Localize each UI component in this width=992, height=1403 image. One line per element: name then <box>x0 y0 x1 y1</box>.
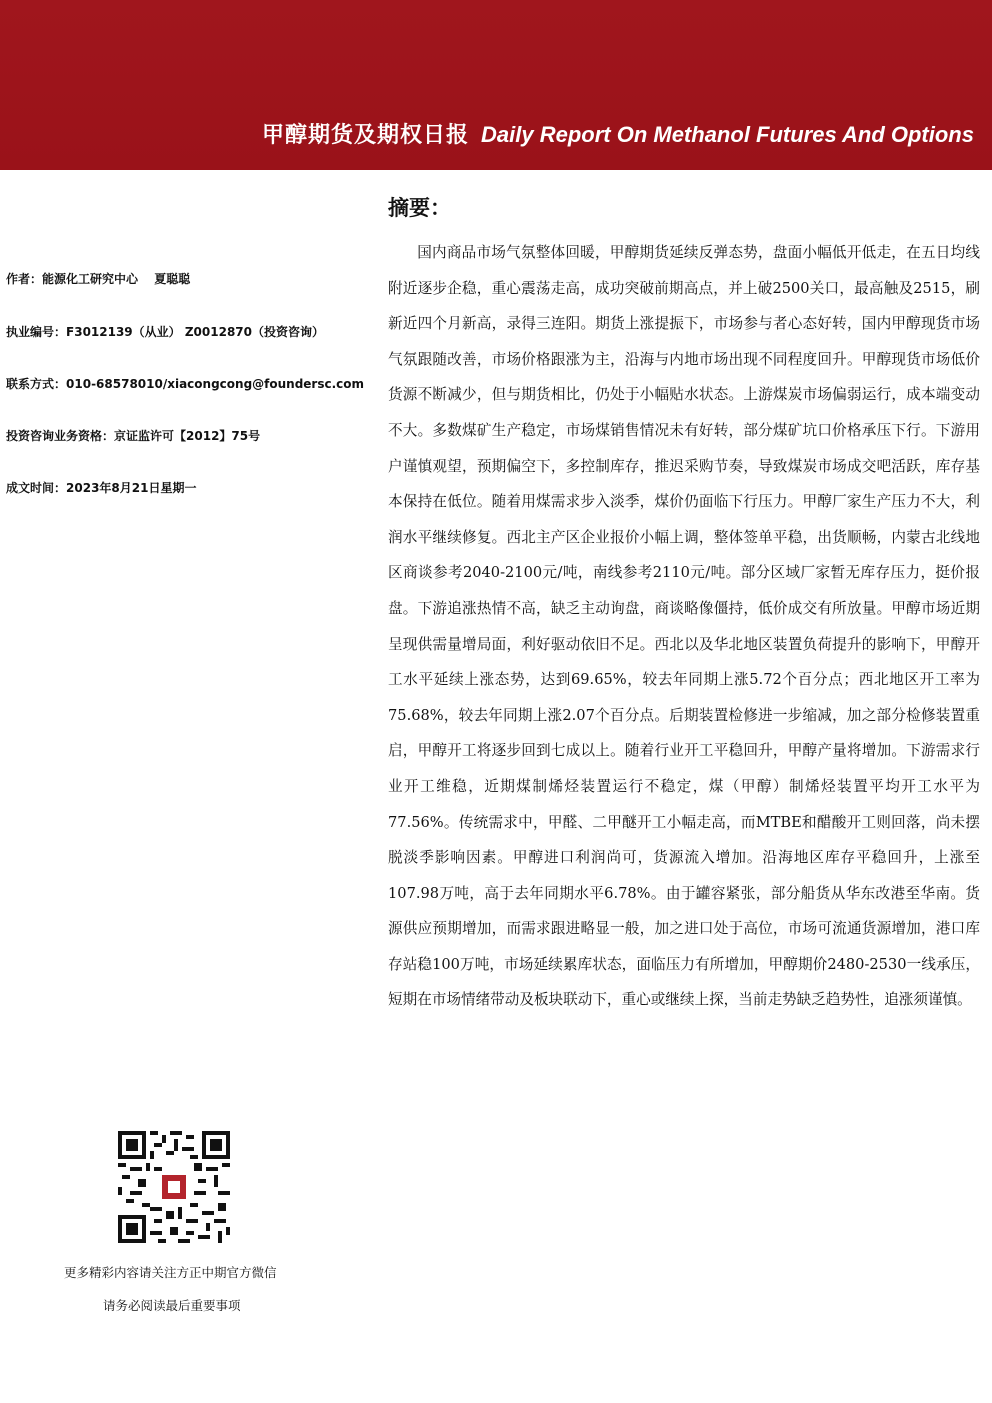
qualification-value: 京证监许可【2012】75号 <box>114 429 261 443</box>
author-value: 能源化工研究中心 夏聪聪 <box>42 272 191 286</box>
license-value: F3012139（从业） Z0012870（投资咨询） <box>66 325 324 339</box>
contact-label: 联系方式： <box>6 377 67 391</box>
header-banner <box>0 0 992 170</box>
qualification-label: 投资咨询业务资格： <box>6 429 115 443</box>
qualification-line <box>6 427 260 444</box>
contact-line <box>6 375 364 392</box>
disclaimer-note: 请务必阅读最后重要事项 <box>103 1298 241 1313</box>
wechat-note: 更多精彩内容请关注方正中期官方微信 <box>64 1265 277 1280</box>
date-line <box>6 479 196 496</box>
date-value: 2023年8月21日星期一 <box>66 481 197 495</box>
report-title-en: Daily Report On Methanol Futures And Options <box>481 122 974 147</box>
report-title <box>262 118 974 152</box>
license-label: 执业编号： <box>6 325 67 339</box>
qr-code-icon <box>118 1131 230 1243</box>
date-label: 成文时间： <box>6 481 67 495</box>
report-title-cn: 甲醇期货及期权日报 <box>262 123 470 148</box>
author-label: 作者： <box>6 272 43 286</box>
contact-value: 010-68578010/xiacongcong@foundersc.com <box>66 377 365 391</box>
summary-heading: 摘要： <box>388 196 451 220</box>
summary-paragraph: 国内商品市场气氛整体回暖，甲醇期货延续反弹态势，盘面小幅低开低走，在五日均线附近逐步企稳，重心震荡走高，成功突破前期高点，并上破2500关口，最高触及2515，刷新近四个月新高，录得三连阳。期货上涨提振下，市场参与者心态好转，国内甲醇现货市场气氛跟随改善，市场价格跟涨为主，沿海与内地市场出现不同程度回升。甲醇现货市场低价货源不断减少，但与期货相比，仍处于小幅贴水状态。上游煤炭市场偏弱运行，成本端变动不大。多数煤矿生产稳定，市场煤销售情况未有好转，部分煤矿坑口价格承压下行。下游用户谨慎观望，预期偏空下，多控制库存，推迟采购节奏，导致煤炭市场成交吧活跃，库存基本保持在低位。随着用煤需求步入淡季，煤价仍面临下行压力。甲醇厂家生产压力不大，利润水平继续修复。西北主产区企业报价小幅上调，整体签单平稳，出货顺畅，内蒙古北线地区商谈参考2040-2100元/吨，南线参考2110元/吨。部分区域厂家暂无库存压力，挺价报盘。下游追涨热情不高，缺乏主动询盘，商谈略像僵持，低价成交有所放量。甲醇市场近期呈现供需量增局面，利好驱动依旧不足。西北以及华北地区装置负荷提升的影响下，甲醇开工水平延续上涨态势，达到69.65%，较去年同期上涨5.72个百分点；西北地区开工率为75.68%，较去年同期上涨2.07个百分点。后期装置检修进一步缩减，加之部分检修装置重启，甲醇开工将逐步回到七成以上。随着行业开工平稳回升，甲醇产量将增加。下游需求行业开工维稳，近期煤制烯烃装置运行不稳定，煤（甲醇）制烯烃装置平均开工水平为77.56%。传统需求中，甲醛、二甲醚开工小幅走高，而MTBE和醋酸开工则回落，尚未摆脱淡季影响因素。甲醇进口利润尚可，货源流入增加。沿海地区库存平稳回升，上涨至107.98万吨，高于去年同期水平6.78%。由于罐容紧张，部分船货从华东改港至华南。货源供应预期增加，而需求跟进略显一般，加之进口处于高位，市场可流通货源增加，港口库存站稳100万吨，市场延续累库状态，面临压力有所增加，甲醇期价2480-2530一线承压，短期在市场情绪带动及板块联动下，重心或继续上探，当前走势缺乏趋势性，追涨须谨慎。 <box>388 244 980 1009</box>
author-line <box>6 270 190 287</box>
license-line <box>6 323 324 340</box>
